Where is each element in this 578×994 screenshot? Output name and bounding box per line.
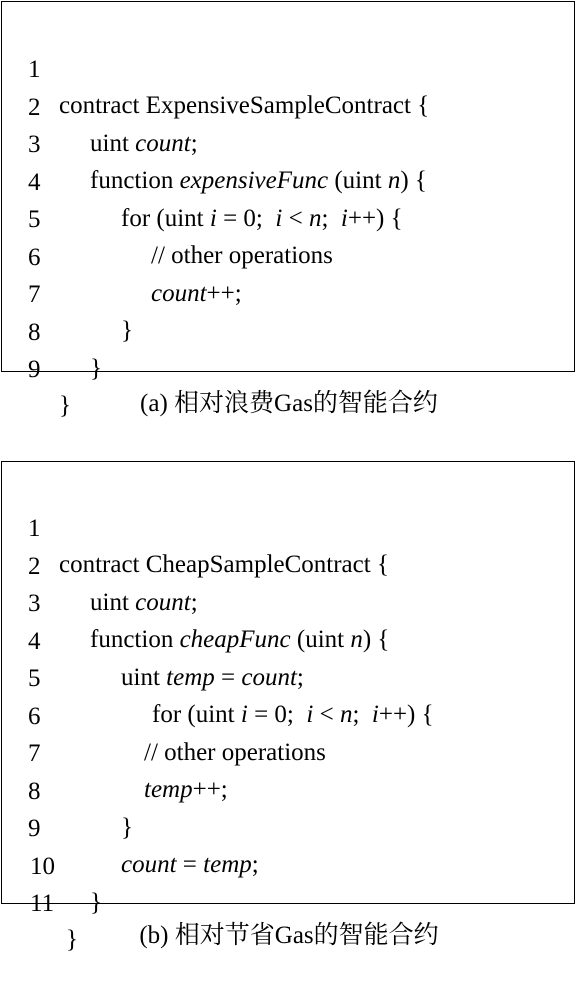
code-text: } <box>121 317 133 344</box>
code-text: function cheapFunc (uint n) { <box>90 626 390 653</box>
line-number: 7 <box>28 281 41 308</box>
code-text: for (uint i = 0; i < n; i++) { <box>152 701 434 728</box>
line-number: 5 <box>28 665 41 692</box>
line-number: 11 <box>30 890 55 917</box>
code-line <box>2 279 102 382</box>
code-line <box>2 316 71 419</box>
code-text: // other operations <box>144 739 326 766</box>
line-number: 1 <box>28 515 41 542</box>
line-number: 8 <box>28 319 41 346</box>
line-number: 4 <box>28 628 41 655</box>
code-text: // other operations <box>151 242 333 269</box>
code-text: } <box>121 814 133 841</box>
caption-b: (b) 相对节省Gas的智能合约 <box>139 922 439 949</box>
code-text: } <box>90 355 102 382</box>
line-number: 4 <box>28 169 41 196</box>
code-line <box>2 475 389 578</box>
line-number: 1 <box>28 56 41 83</box>
code-text: function expensiveFunc (uint n) { <box>90 167 427 194</box>
code-text: uint temp = count; <box>121 664 304 691</box>
code-line <box>2 513 198 616</box>
code-line <box>2 700 228 803</box>
line-number: 2 <box>28 94 41 121</box>
caption-a: (a) 相对浪费Gas的智能合约 <box>140 390 438 417</box>
code-line <box>2 16 430 119</box>
code-text: temp++; <box>144 776 228 803</box>
code-text: } <box>90 889 102 916</box>
line-number: 2 <box>28 553 41 580</box>
code-text: contract ExpensiveSampleContract { <box>59 92 430 119</box>
line-number: 9 <box>28 815 41 842</box>
code-line <box>2 241 133 344</box>
code-text: uint count; <box>90 589 198 616</box>
code-text: count = temp; <box>121 851 259 878</box>
line-number: 6 <box>28 244 41 271</box>
code-text: contract CheapSampleContract { <box>59 551 389 578</box>
code-line <box>2 738 133 841</box>
line-number: 7 <box>28 740 41 767</box>
line-number: 10 <box>30 853 55 880</box>
line-number: 9 <box>28 356 41 383</box>
code-text: } <box>66 926 78 953</box>
code-text: } <box>59 392 71 419</box>
line-number: 8 <box>28 778 41 805</box>
line-number: 3 <box>28 590 41 617</box>
code-text: count++; <box>151 280 242 307</box>
code-text: uint count; <box>90 130 198 157</box>
code-line <box>2 54 198 157</box>
code-text: for (uint i = 0; i < n; i++) { <box>121 205 403 232</box>
line-number: 3 <box>28 131 41 158</box>
line-number: 6 <box>28 703 41 730</box>
line-number: 5 <box>28 206 41 233</box>
